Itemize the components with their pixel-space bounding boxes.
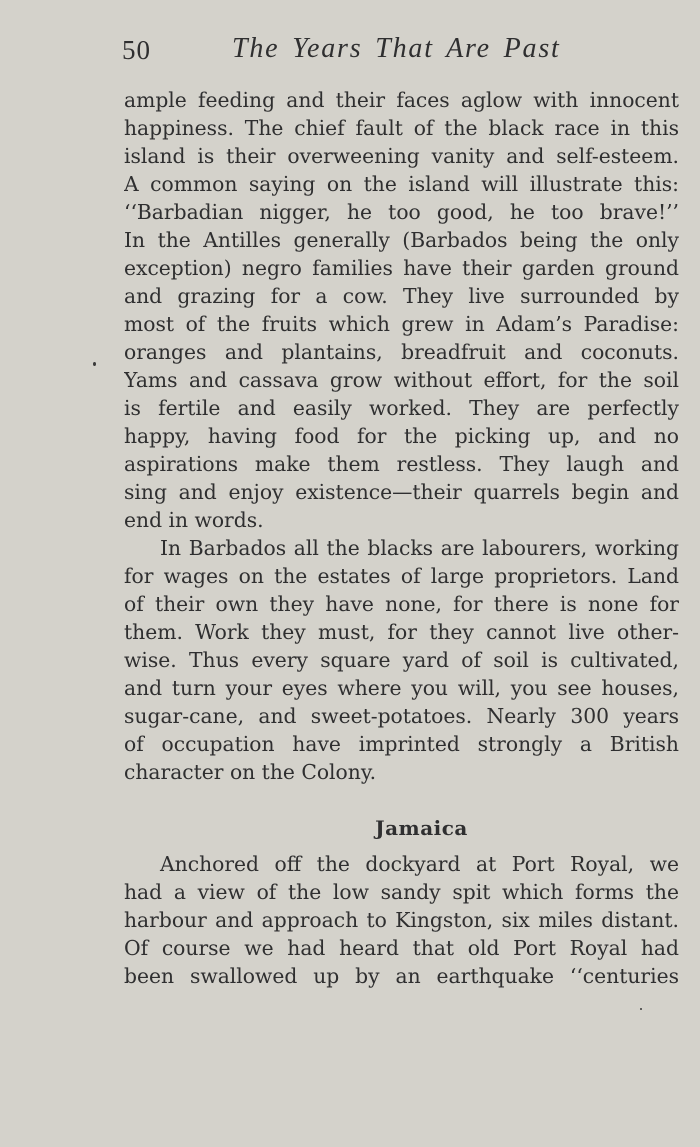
text-line: sing and enjoy existence—their quarrels begin and [124, 480, 679, 504]
text-line: In Barbados all the blacks are labourers, working [160, 536, 679, 560]
text-line: is fertile and easily worked. They are perfectly [124, 396, 679, 420]
text-line: A common saying on the island will illustrate this: [124, 172, 679, 196]
text-line: Anchored off the dockyard at Port Royal, we [160, 852, 679, 876]
text-line: ‘‘Barbadian nigger, he too good, he too brave!’’ [124, 200, 679, 224]
text-line: Yams and cassava grow without effort, for the soil [124, 368, 679, 392]
text-line: island is their overweening vanity and self-esteem. [124, 144, 679, 168]
text-line: of their own they have none, for there is none for [124, 592, 679, 616]
paragraph-3 [124, 850, 679, 990]
text-line: character on the Colony. [124, 760, 377, 784]
text-line: most of the fruits which grew in Adam’s Paradise: [124, 312, 679, 336]
body-text [124, 86, 679, 990]
text-line: oranges and plantains, breadfruit and coconuts. [124, 340, 679, 364]
page-header [122, 33, 682, 73]
text-line: ample feeding and their faces aglow with innocent [124, 88, 679, 112]
text-line: been swallowed up by an earthquake ‘‘centuries [124, 964, 679, 988]
text-line: for wages on the estates of large proprietors. Land [124, 564, 679, 588]
page-number: 50 [122, 35, 151, 65]
text-line: happy, having food for the picking up, and no [124, 424, 679, 448]
text-line: sugar-cane, and sweet-potatoes. Nearly 300 years [124, 704, 679, 728]
paragraph-2 [124, 534, 679, 786]
text-line: had a view of the low sandy spit which forms the [124, 880, 679, 904]
text-line: and turn your eyes where you will, you see houses, [124, 676, 679, 700]
text-line: harbour and approach to Kingston, six miles distant. [124, 908, 679, 932]
text-line: In the Antilles generally (Barbados being the only [124, 228, 679, 252]
paragraph-1 [124, 86, 679, 534]
paper-speck [640, 1008, 642, 1010]
text-line: aspirations make them restless. They laugh and [124, 452, 679, 476]
text-line: Of course we had heard that old Port Royal had [124, 936, 679, 960]
text-line: exception) negro families have their garden ground [124, 256, 679, 280]
text-line: happiness. The chief fault of the black race in this [124, 116, 679, 140]
text-line: them. Work they must, for they cannot live other- [124, 620, 679, 644]
text-line: and grazing for a cow. They live surrounded by [124, 284, 679, 308]
text-line: wise. Thus every square yard of soil is cultivated, [124, 648, 679, 672]
section-heading: Jamaica [375, 816, 468, 840]
paper-speck [93, 362, 96, 366]
text-line: of occupation have imprinted strongly a British [124, 732, 679, 756]
text-line: end in words. [124, 508, 264, 532]
running-title: The Years That Are Past [232, 33, 561, 64]
